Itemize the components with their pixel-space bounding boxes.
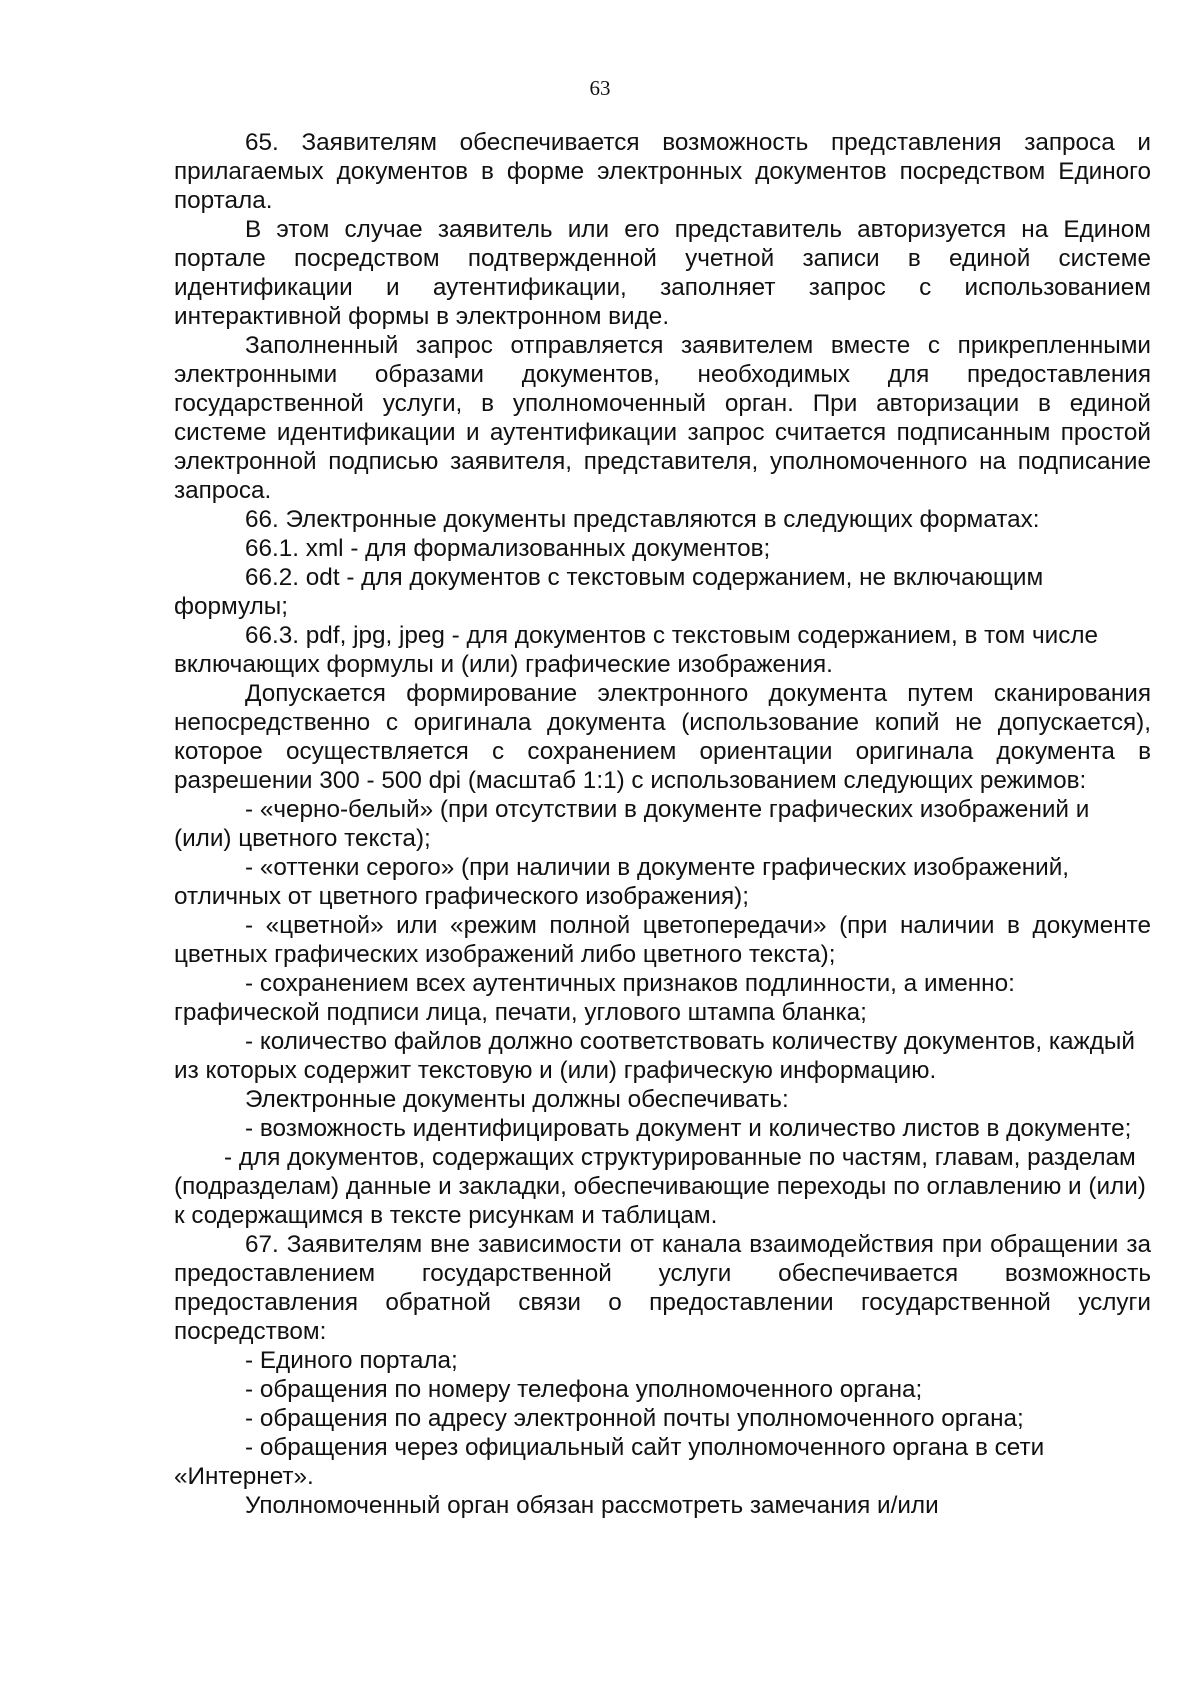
paragraph-obligation: Уполномоченный орган обязан рассмотреть замечания и/или (245, 1492, 939, 1519)
paragraph-authorization: В этом случае заявитель или его представитель авторизуется на Едином портале посредством подтвержденной учетной записи в единой системе идентификации и аутентификации, заполняет запрос с использованием интерактивной формы в электронном виде. (174, 216, 1151, 330)
list-item-portal: - Единого портала; (245, 1347, 458, 1374)
paragraph-electronic-docs: Электронные документы должны обеспечивать: (245, 1086, 789, 1113)
paragraph-66-1: 66.1. xml - для формализованных документов; (245, 535, 771, 562)
paragraph-request-sent: Заполненный запрос отправляется заявителем вместе с прикрепленными электронными образами документов, необходимых для предоставления государственной услуги, в уполномоченный орган. При авторизации в единой системе идентификации и аутентификации запрос считается подписанным простой электронной подписью заявителя, представителя, уполномоченного на подписание запроса. (174, 332, 1151, 504)
list-item-identify: - возможность идентифицировать документ и количество листов в документе; (245, 1115, 1132, 1142)
page-number: 63 (589, 76, 611, 100)
paragraph-66-2: 66.2. odt - для документов с текстовым содержанием, не включающим формулы; (174, 564, 1044, 620)
list-item-file-count: - количество файлов должно соответствовать количеству документов, каждый из которых содержит текстовую и (или) графическую информацию. (174, 1028, 1135, 1084)
list-item-authenticity: - сохранением всех аутентичных признаков подлинности, а именно: графической подписи лица, печати, углового штампа бланка; (174, 970, 1015, 1026)
document-body (174, 128, 1151, 1520)
list-item-phone: - обращения по номеру телефона уполномоченного органа; (245, 1376, 923, 1403)
paragraph-67: 67. Заявителям вне зависимости от канала взаимодействия при обращении за предоставлением государственной услуги обеспечивается возможность предоставления обратной связи о предоставлении государственной услуги посредством: (174, 1231, 1151, 1345)
list-item-structured: - для документов, содержащих структурированные по частям, главам, разделам (подразделам) данные и закладки, обеспечивающие переходы по оглавлению и (или) к содержащимся в тексте рисункам и таблицам. (174, 1144, 1146, 1229)
list-item-color: - «цветной» или «режим полной цветопередачи» (при наличии в документе цветных графических изображений либо цветного текста); (174, 912, 1151, 968)
paragraph-66-3: 66.3. pdf, jpg, jpeg - для документов с текстовым содержанием, в том числе включающих формулы и (или) графические изображения. (174, 622, 1099, 678)
paragraph-66: 66. Электронные документы представляются в следующих форматах: (245, 506, 1040, 533)
list-item-grayscale: - «оттенки серого» (при наличии в документе графических изображений, отличных от цветного графического изображения); (174, 854, 1070, 910)
paragraph-scanning: Допускается формирование электронного документа путем сканирования непосредственно с оригинала документа (использование копий не допускается), которое осуществляется с сохранением ориентации оригинала документа в разрешении 300 - 500 dpi (масштаб 1:1) с использованием следующих режимов: (174, 680, 1151, 794)
list-item-email: - обращения по адресу электронной почты уполномоченного органа; (245, 1405, 1024, 1432)
list-item-black-white: - «черно-белый» (при отсутствии в документе графических изображений и (или) цветного текста); (174, 796, 1090, 852)
paragraph-65: 65. Заявителям обеспечивается возможность представления запроса и прилагаемых документов в форме электронных документов посредством Единого портала. (174, 129, 1151, 214)
list-item-website: - обращения через официальный сайт уполномоченного органа в сети «Интернет». (174, 1434, 1045, 1490)
